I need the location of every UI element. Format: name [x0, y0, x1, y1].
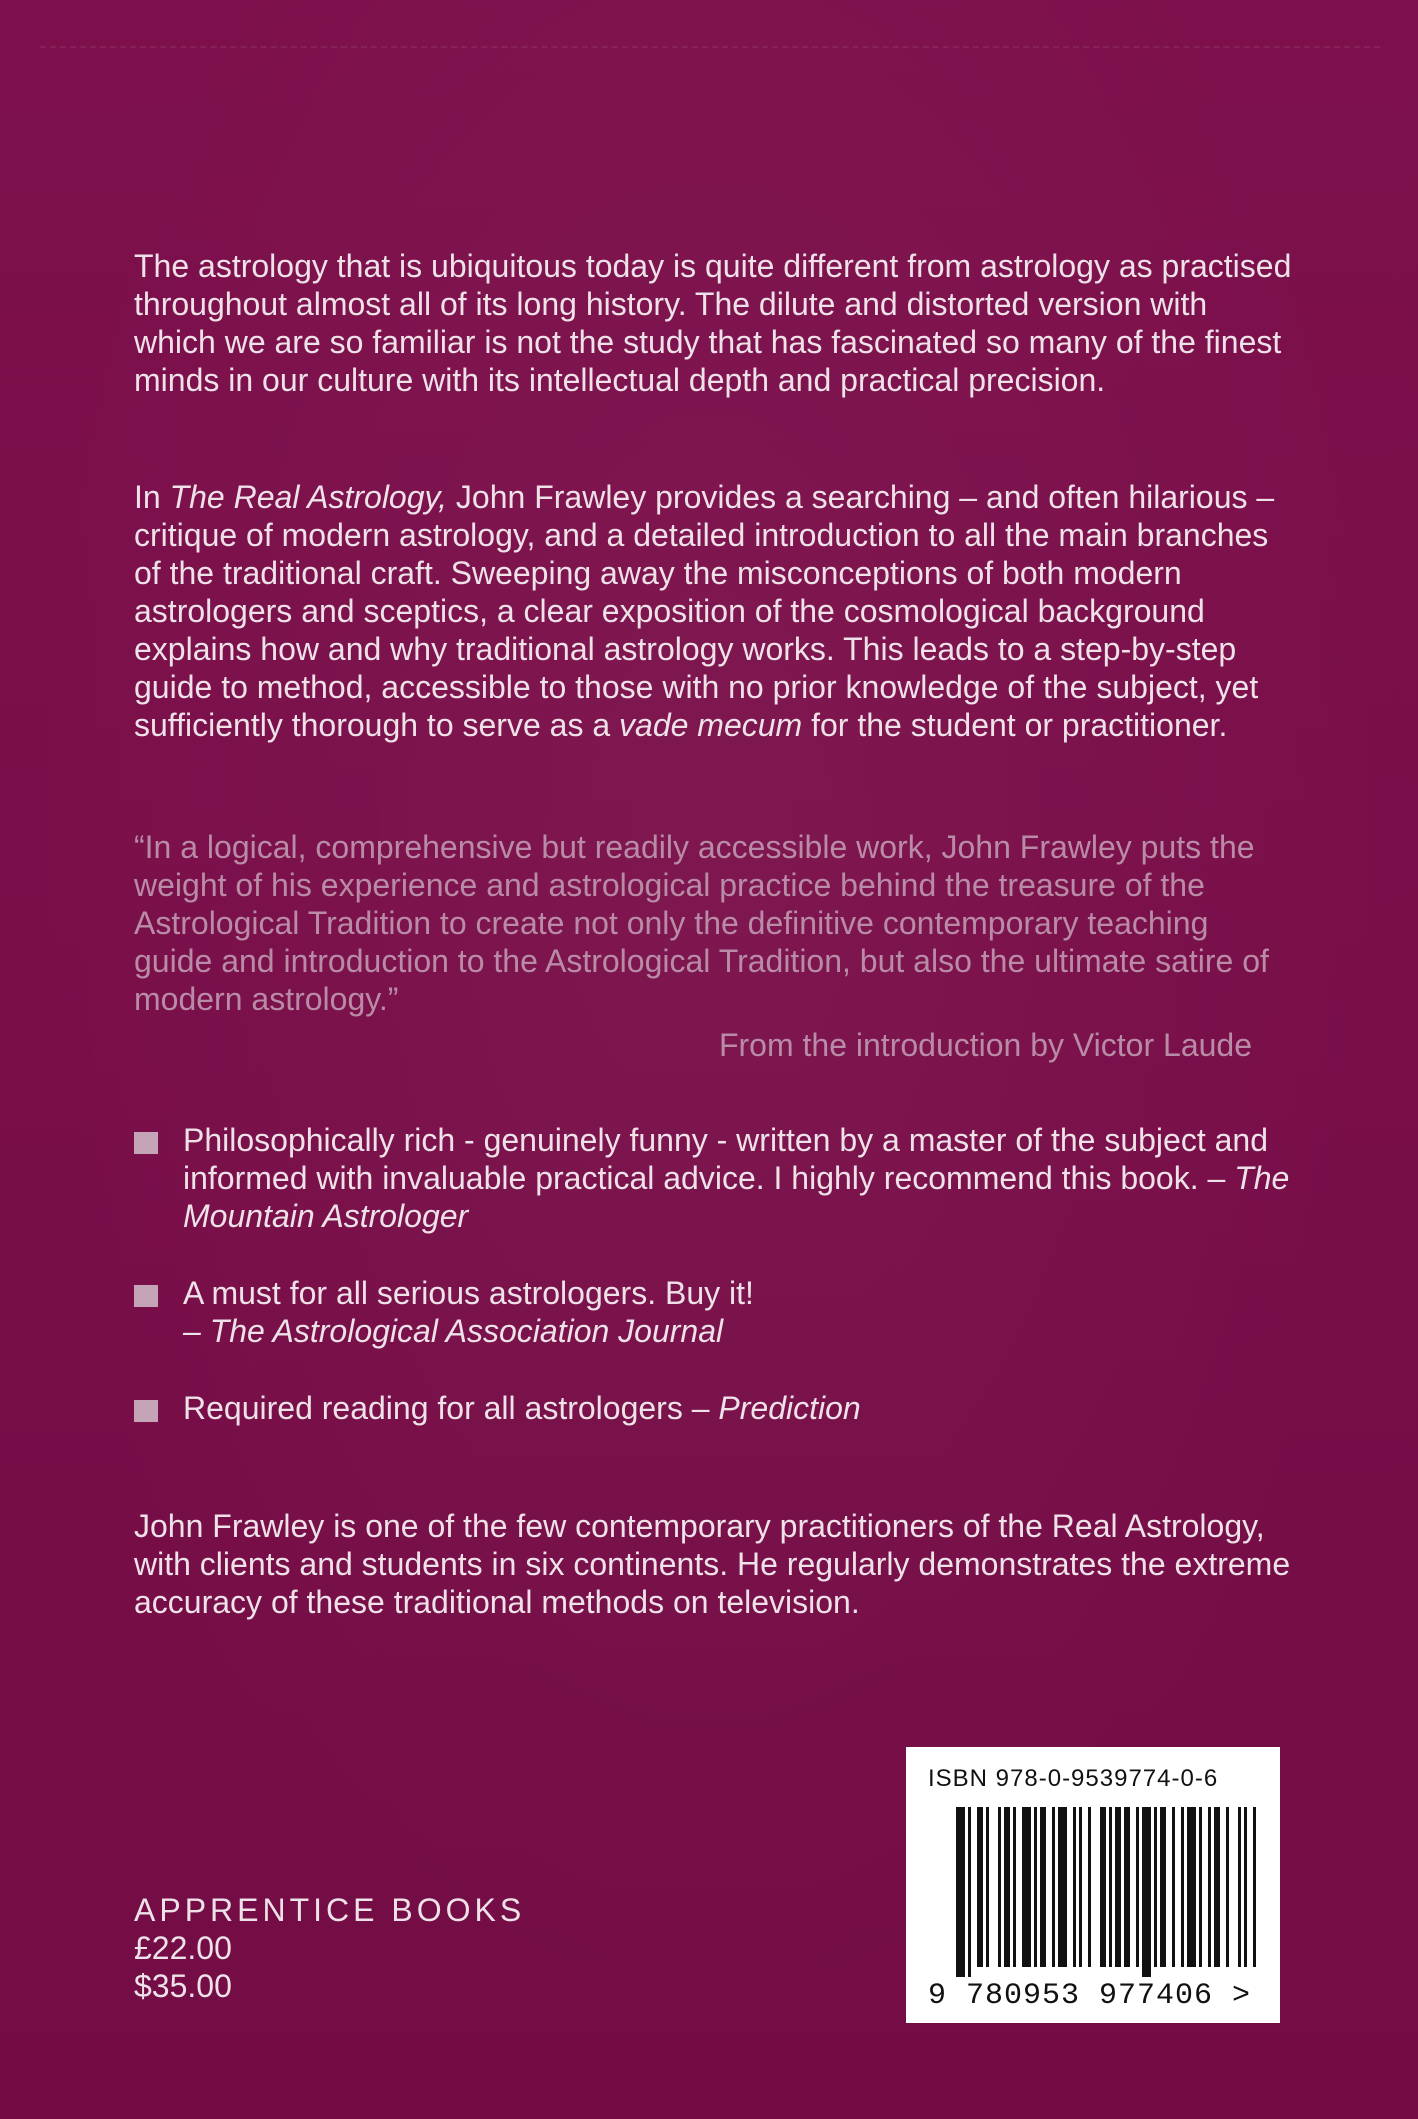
- review-source: Prediction: [718, 1390, 861, 1426]
- barcode-bar: [1088, 1807, 1091, 1967]
- barcode-bar: [1073, 1807, 1076, 1967]
- barcode-bar: [1124, 1807, 1130, 1967]
- author-bio: John Frawley is one of the few contemporary practitioners of the Real Astrology, with clients and students in six continents. He regularly demonstrates the extreme accuracy of these traditional methods on television.: [134, 1508, 1291, 1620]
- pull-quote: “In a logical, comprehensive but readily accessible work, John Frawley puts the weight of his experience and astrological practice behind the treasure of the Astrological Tradition to create not only the definitive contemporary teaching guide and introduction to the Astrological Tradition, but also the ultimate satire of modern astrology.”: [134, 829, 1269, 1017]
- barcode-bar: [1013, 1807, 1016, 1967]
- isbn-label: ISBN 978-0-9539774-0-6: [928, 1765, 1219, 1792]
- review-source-dash: –: [183, 1313, 210, 1349]
- review-quote: Philosophically rich - genuinely funny - written by a master of the subject and informed with invaluable practical advice. I highly recommend this book. –: [183, 1122, 1268, 1196]
- texture-line: [40, 46, 1380, 50]
- publisher-block: [134, 1891, 525, 2005]
- review-text: [183, 1389, 1293, 1427]
- barcode-bar: [1109, 1807, 1112, 1967]
- barcode-bar: [1214, 1807, 1220, 1967]
- barcode-bar: [1079, 1807, 1082, 1967]
- barcode-bar: [1253, 1807, 1256, 1967]
- barcode-bar: [1142, 1807, 1151, 1977]
- price-gbp: £22.00: [134, 1930, 232, 1966]
- barcode-bar: [1058, 1807, 1067, 1967]
- barcode-bar: [1154, 1807, 1157, 1967]
- barcode-digits: 9 780953 977406 >: [928, 1979, 1252, 2013]
- barcode-bar: [977, 1807, 983, 1967]
- description-paragraph-1: The astrology that is ubiquitous today is quite different from astrology as practised throughout almost all of its long history. The dilute and distorted version with which we are so familiar is not the study that has fascinated so many of the finest minds in our culture with its intellectual depth and practical precision.: [134, 248, 1292, 398]
- p2-lead: In: [134, 479, 170, 515]
- review-text: [183, 1121, 1293, 1235]
- barcode-bar: [956, 1807, 965, 1977]
- p2-body: John Frawley provides a searching – and often hilarious – critique of modern astrology, and a detailed introduction to all the main branches of the traditional craft. Sweeping away the misconceptions of both modern astrologers and sceptics, a clear exposition of the cosmological background explains how and why traditional astrology works. This leads to a step-by-step guide to method, accessible to those with no prior knowledge of the subject, yet sufficiently thorough to serve as a: [134, 479, 1275, 743]
- publisher-name: APPRENTICE BOOKS: [134, 1892, 526, 1928]
- barcode-bar: [1034, 1807, 1037, 1967]
- review-text: [183, 1274, 1293, 1350]
- price-usd: $35.00: [134, 1968, 232, 2004]
- barcode-bar: [1052, 1807, 1055, 1967]
- quote-attribution: From the introduction by Victor Laude: [718, 1027, 1252, 1063]
- review-source: The Mountain Astrologer: [183, 1160, 1290, 1234]
- barcode-bar: [1187, 1807, 1196, 1967]
- square-bullet-icon: [134, 1400, 158, 1422]
- vade-mecum-phrase: vade mecum: [619, 707, 803, 743]
- barcode-bar: [1208, 1807, 1211, 1967]
- square-bullet-icon: [134, 1285, 158, 1307]
- barcode-bar: [986, 1807, 989, 1967]
- review-quote: A must for all serious astrologers. Buy it!: [183, 1275, 754, 1311]
- barcode-bar: [968, 1807, 971, 1977]
- p2-end: for the student or practitioner.: [802, 707, 1228, 743]
- barcode-bar: [1100, 1807, 1106, 1967]
- barcode-bar: [998, 1807, 1001, 1967]
- barcode-icon: [956, 1807, 1256, 1977]
- review-quote: Required reading for all astrologers –: [183, 1390, 719, 1426]
- barcode-bar: [1160, 1807, 1166, 1967]
- barcode-bar: [1181, 1807, 1184, 1967]
- book-title: The Real Astrology,: [169, 479, 448, 515]
- barcode-bar: [1004, 1807, 1010, 1967]
- barcode-bar: [1040, 1807, 1046, 1967]
- barcode-bar: [1226, 1807, 1229, 1967]
- barcode-bar: [1244, 1807, 1247, 1967]
- barcode-bar: [1136, 1807, 1139, 1967]
- barcode-bar: [1115, 1807, 1121, 1967]
- barcode-bar: [1199, 1807, 1202, 1967]
- barcode-bar: [1238, 1807, 1241, 1967]
- barcode-bar: [1172, 1807, 1175, 1967]
- square-bullet-icon: [134, 1132, 158, 1154]
- review-source: The Astrological Association Journal: [209, 1313, 724, 1349]
- barcode-bar: [1022, 1807, 1031, 1967]
- description-paragraph-2: [134, 478, 1294, 744]
- barcode-box: [906, 1747, 1280, 2023]
